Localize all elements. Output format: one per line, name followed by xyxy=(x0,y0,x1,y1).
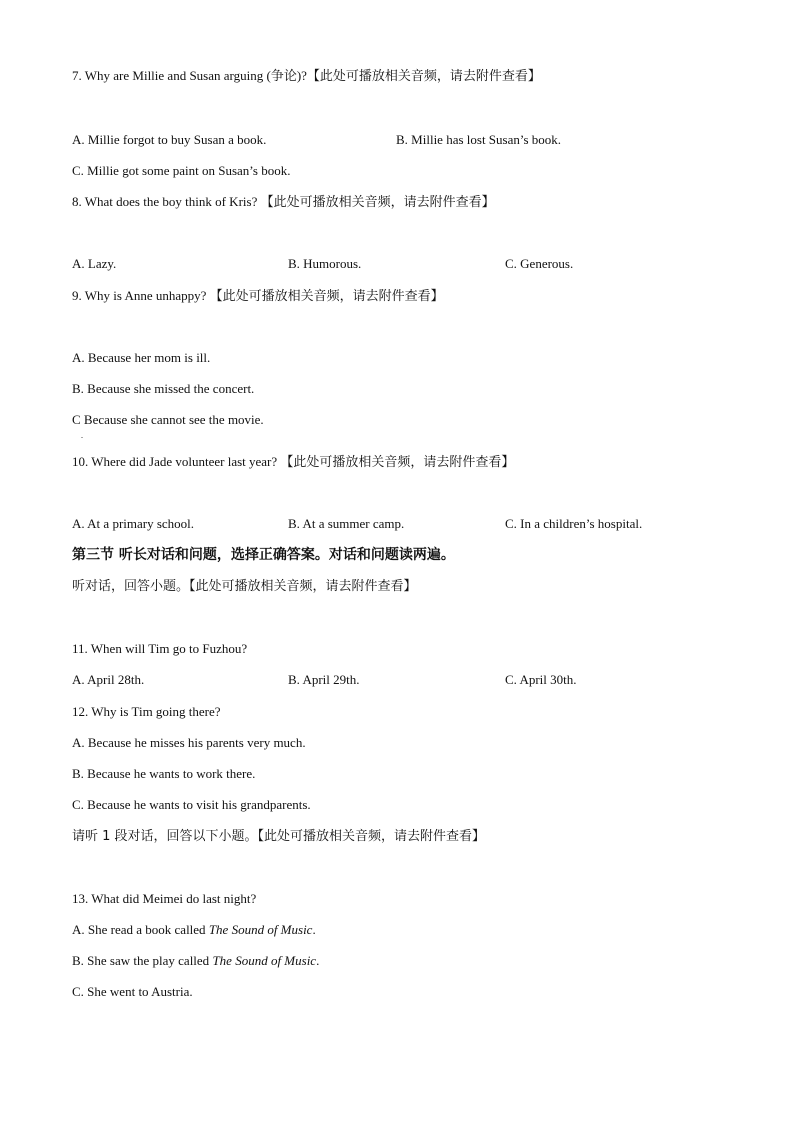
q8-option-c: C. Generous. xyxy=(505,256,574,271)
q11-option-c: C. April 30th. xyxy=(505,672,577,687)
section-instruction: 听对话，回答小题。【此处可播放相关音频，请去附件查看】 xyxy=(72,579,417,594)
q10-option-c: C. In a children’s hospital. xyxy=(505,516,643,531)
q13-option-a-title: The Sound of Music xyxy=(208,922,313,937)
q11-question: 11. When will Tim go to Fuzhou? xyxy=(72,641,248,656)
q10-option-a: A. At a primary school. xyxy=(72,516,195,531)
section-title: 第三节 听长对话和问题，选择正确答案。对话和问题读两遍。 xyxy=(72,547,455,563)
q13-option-a-text: A. She read a book called xyxy=(72,922,209,937)
q12-option-a: A. Because he misses his parents very much. xyxy=(72,735,306,750)
q13-option-b xyxy=(72,953,319,969)
q12-question: 12. Why is Tim going there? xyxy=(72,704,221,719)
q9-option-b: B. Because she missed the concert. xyxy=(72,381,255,396)
q11-option-a: A. April 28th. xyxy=(72,672,145,687)
q13-option-b-title: The Sound of Music xyxy=(212,953,317,968)
q7-option-b: B. Millie has lost Susan’s book. xyxy=(396,132,562,147)
q8-option-a: A. Lazy. xyxy=(72,256,117,271)
q9-option-a: A. Because her mom is ill. xyxy=(72,350,211,365)
dialog-instruction: 请听 1 段对话，回答以下小题。【此处可播放相关音频，请去附件查看】 xyxy=(72,829,486,844)
q7-question: 7. Why are Millie and Susan arguing (争论)?【此处可播放相关音频，请去附件查看】 xyxy=(72,68,541,83)
q8-option-b: B. Humorous. xyxy=(288,256,362,271)
stray-dot: . xyxy=(81,431,83,440)
q13-option-b-end: . xyxy=(316,953,320,968)
q10-option-b: B. At a summer camp. xyxy=(288,516,405,531)
q8-question: 8. What does the boy think of Kris? 【此处可播放相关音频，请去附件查看】 xyxy=(72,194,495,209)
q13-option-b-text: B. She saw the play called xyxy=(72,953,213,968)
q11-option-b: B. April 29th. xyxy=(288,672,360,687)
q13-option-c: C. She went to Austria. xyxy=(72,984,193,999)
q13-question: 13. What did Meimei do last night? xyxy=(72,891,257,906)
q9-option-c: C Because she cannot see the movie. xyxy=(72,412,264,427)
q7-option-c: C. Millie got some paint on Susan’s book. xyxy=(72,163,291,178)
q10-question: 10. Where did Jade volunteer last year? 【此处可播放相关音频，请去附件查看】 xyxy=(72,454,515,469)
q12-option-c: C. Because he wants to visit his grandparents. xyxy=(72,797,311,812)
q12-option-b: B. Because he wants to work there. xyxy=(72,766,256,781)
q13-option-a xyxy=(72,922,316,938)
q13-option-a-end: . xyxy=(312,922,316,937)
q7-option-a: A. Millie forgot to buy Susan a book. xyxy=(72,132,267,147)
q9-question: 9. Why is Anne unhappy? 【此处可播放相关音频，请去附件查看】 xyxy=(72,288,444,303)
